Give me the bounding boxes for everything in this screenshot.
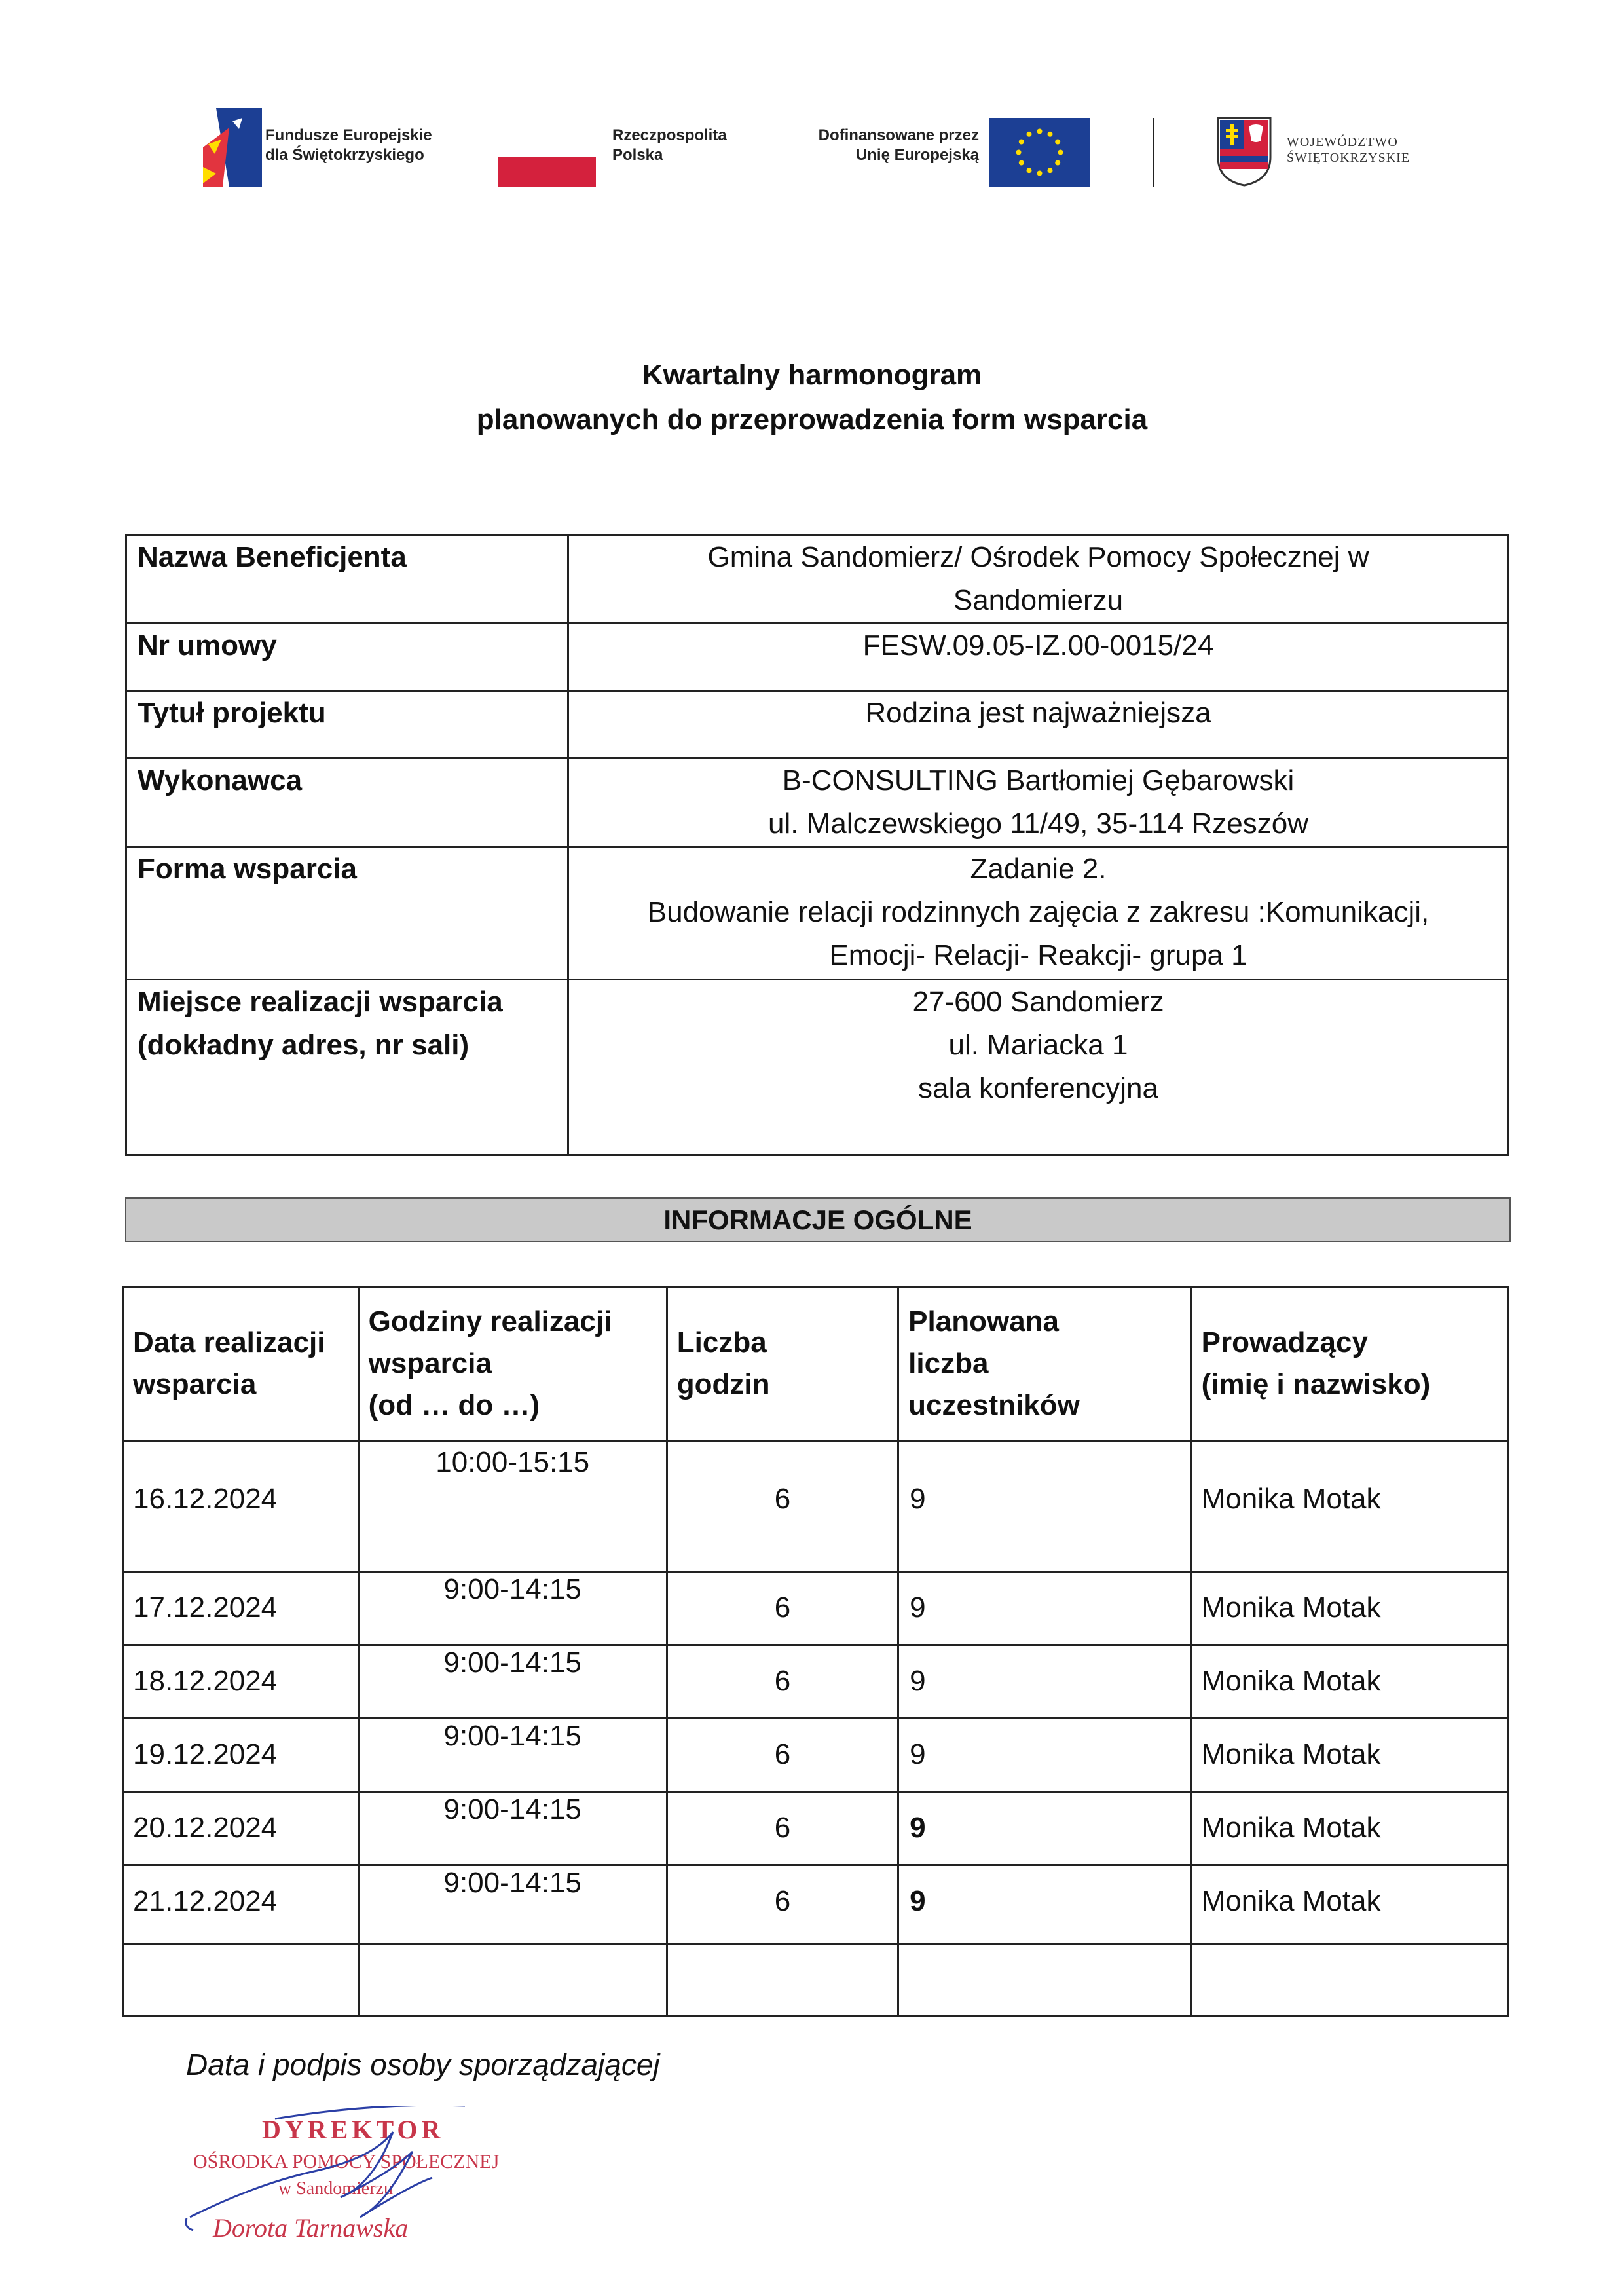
header-date: Data realizacji wsparcia — [123, 1287, 359, 1441]
info-row-wykonawca — [126, 758, 1509, 847]
info-label: Nr umowy — [126, 624, 568, 691]
eu-star-icon — [1048, 132, 1053, 137]
info-value: FESW.09.05-IZ.00-0015/24 — [568, 624, 1509, 691]
info-label: Miejsce realizacji wsparcia (dokładny adres, nr sali) — [126, 980, 568, 1155]
time-cell: 9:00-14:15 — [358, 1719, 667, 1792]
stamp-name: Dorota Tarnawska — [213, 2213, 409, 2243]
table-row — [123, 1792, 1508, 1865]
time-cell: 9:00-14:15 — [358, 1865, 667, 1944]
schedule-table — [122, 1286, 1509, 2017]
participants-cell: 9 — [898, 1572, 1191, 1645]
date-cell: 20.12.2024 — [123, 1792, 359, 1865]
header-hours-range: Godziny realizacji wsparcia (od … do …) — [358, 1287, 667, 1441]
eu-star-icon — [1037, 171, 1043, 176]
fe-logo-text: Fundusze Europejskie dla Świętokrzyskiego — [265, 126, 432, 164]
header-hours-count: Liczba godzin — [667, 1287, 898, 1441]
eu-star-icon — [1027, 168, 1032, 173]
info-value: Gmina Sandomierz/ Ośrodek Pomocy Społecznej w Sandomierzu — [568, 535, 1509, 624]
date-cell: 16.12.2024 — [123, 1441, 359, 1572]
hours-cell: 6 — [667, 1792, 898, 1865]
date-cell: 17.12.2024 — [123, 1572, 359, 1645]
info-label: Tytuł projektu — [126, 691, 568, 758]
participants-cell: 9 — [898, 1865, 1191, 1944]
polish-flag — [498, 128, 596, 187]
info-value: B-CONSULTING Bartłomiej Gębarowski ul. Malczewskiego 11/49, 35-114 Rzeszów — [568, 758, 1509, 847]
leader-cell: Monika Motak — [1191, 1645, 1507, 1719]
fundusze-europejskie-logo — [203, 108, 262, 187]
table-row — [123, 1645, 1508, 1719]
eu-star-icon — [1055, 140, 1060, 145]
hours-cell: 6 — [667, 1719, 898, 1792]
eu-star-icon — [1019, 140, 1024, 145]
info-row-forma — [126, 847, 1509, 980]
leader-cell: Monika Motak — [1191, 1792, 1507, 1865]
ue-logo-text: Dofinansowane przez Unię Europejską — [818, 126, 979, 164]
stamp-institution: OŚRODKA POMOCY SPOŁECZNEJ — [193, 2151, 500, 2173]
info-label: Forma wsparcia — [126, 847, 568, 980]
table-row — [123, 1865, 1508, 1944]
participants-cell: 9 — [898, 1719, 1191, 1792]
info-row-tytul — [126, 691, 1509, 758]
wojewodztwo-coat-of-arms — [1215, 115, 1274, 187]
time-cell: 10:00-15:15 — [358, 1441, 667, 1572]
rp-logo-text: Rzeczpospolita Polska — [612, 126, 727, 164]
table-row — [123, 1441, 1508, 1572]
eu-star-icon — [1058, 150, 1063, 155]
eu-star-icon — [1055, 160, 1060, 166]
info-row-miejsce — [126, 980, 1509, 1155]
table-row — [123, 1719, 1508, 1792]
eu-star-icon — [1037, 129, 1043, 134]
time-cell: 9:00-14:15 — [358, 1645, 667, 1719]
date-cell: 21.12.2024 — [123, 1865, 359, 1944]
info-value: Rodzina jest najważniejsza — [568, 691, 1509, 758]
stamp-city: w Sandomierzu — [278, 2178, 393, 2199]
empty-cell — [898, 1944, 1191, 2017]
leader-cell: Monika Motak — [1191, 1865, 1507, 1944]
participants-cell: 9 — [898, 1441, 1191, 1572]
participants-cell: 9 — [898, 1792, 1191, 1865]
info-value: Zadanie 2. Budowanie relacji rodzinnych zajęcia z zakresu :Komunikacji, Emocji- Relacji- Reakcji- grupa 1 — [568, 847, 1509, 980]
empty-cell — [1191, 1944, 1507, 2017]
document-title: Kwartalny harmonogram — [642, 359, 982, 391]
date-cell: 19.12.2024 — [123, 1719, 359, 1792]
info-row-nr-umowy — [126, 624, 1509, 691]
time-cell: 9:00-14:15 — [358, 1572, 667, 1645]
eu-star-icon — [1027, 132, 1032, 137]
hours-cell: 6 — [667, 1572, 898, 1645]
ws-logo-text: WOJEWÓDZTWO ŚWIĘTOKRZYSKIE — [1287, 135, 1411, 165]
eu-flag — [989, 118, 1090, 187]
logo-strip — [203, 105, 1447, 196]
schedule-header-row — [123, 1287, 1508, 1441]
eu-star-icon — [1019, 160, 1024, 166]
leader-cell: Monika Motak — [1191, 1572, 1507, 1645]
logo-separator — [1153, 118, 1154, 187]
date-cell: 18.12.2024 — [123, 1645, 359, 1719]
time-cell: 9:00-14:15 — [358, 1792, 667, 1865]
leader-cell: Monika Motak — [1191, 1441, 1507, 1572]
info-label: Nazwa Beneficjenta — [126, 535, 568, 624]
empty-cell — [358, 1944, 667, 2017]
director-stamp — [177, 2106, 504, 2256]
participants-cell: 9 — [898, 1645, 1191, 1719]
document-subtitle: planowanych do przeprowadzenia form wsparcia — [476, 403, 1148, 436]
stamp-title: DYREKTOR — [262, 2115, 445, 2144]
eu-star-icon — [1016, 150, 1022, 155]
info-label: Wykonawca — [126, 758, 568, 847]
hours-cell: 6 — [667, 1441, 898, 1572]
header-participants: Planowana liczba uczestników — [898, 1287, 1191, 1441]
empty-cell — [667, 1944, 898, 2017]
info-row-beneficjent — [126, 535, 1509, 624]
table-row — [123, 1572, 1508, 1645]
table-row-empty — [123, 1944, 1508, 2017]
section-banner: INFORMACJE OGÓLNE — [125, 1197, 1511, 1242]
project-info-table — [125, 534, 1509, 1156]
hours-cell: 6 — [667, 1645, 898, 1719]
empty-cell — [123, 1944, 359, 2017]
signature-label: Data i podpis osoby sporządzającej — [186, 2047, 660, 2081]
leader-cell: Monika Motak — [1191, 1719, 1507, 1792]
hours-cell: 6 — [667, 1865, 898, 1944]
eu-star-icon — [1048, 168, 1053, 173]
header-leader: Prowadzący (imię i nazwisko) — [1191, 1287, 1507, 1441]
info-value: 27-600 Sandomierz ul. Mariacka 1 sala konferencyjna — [568, 980, 1509, 1155]
